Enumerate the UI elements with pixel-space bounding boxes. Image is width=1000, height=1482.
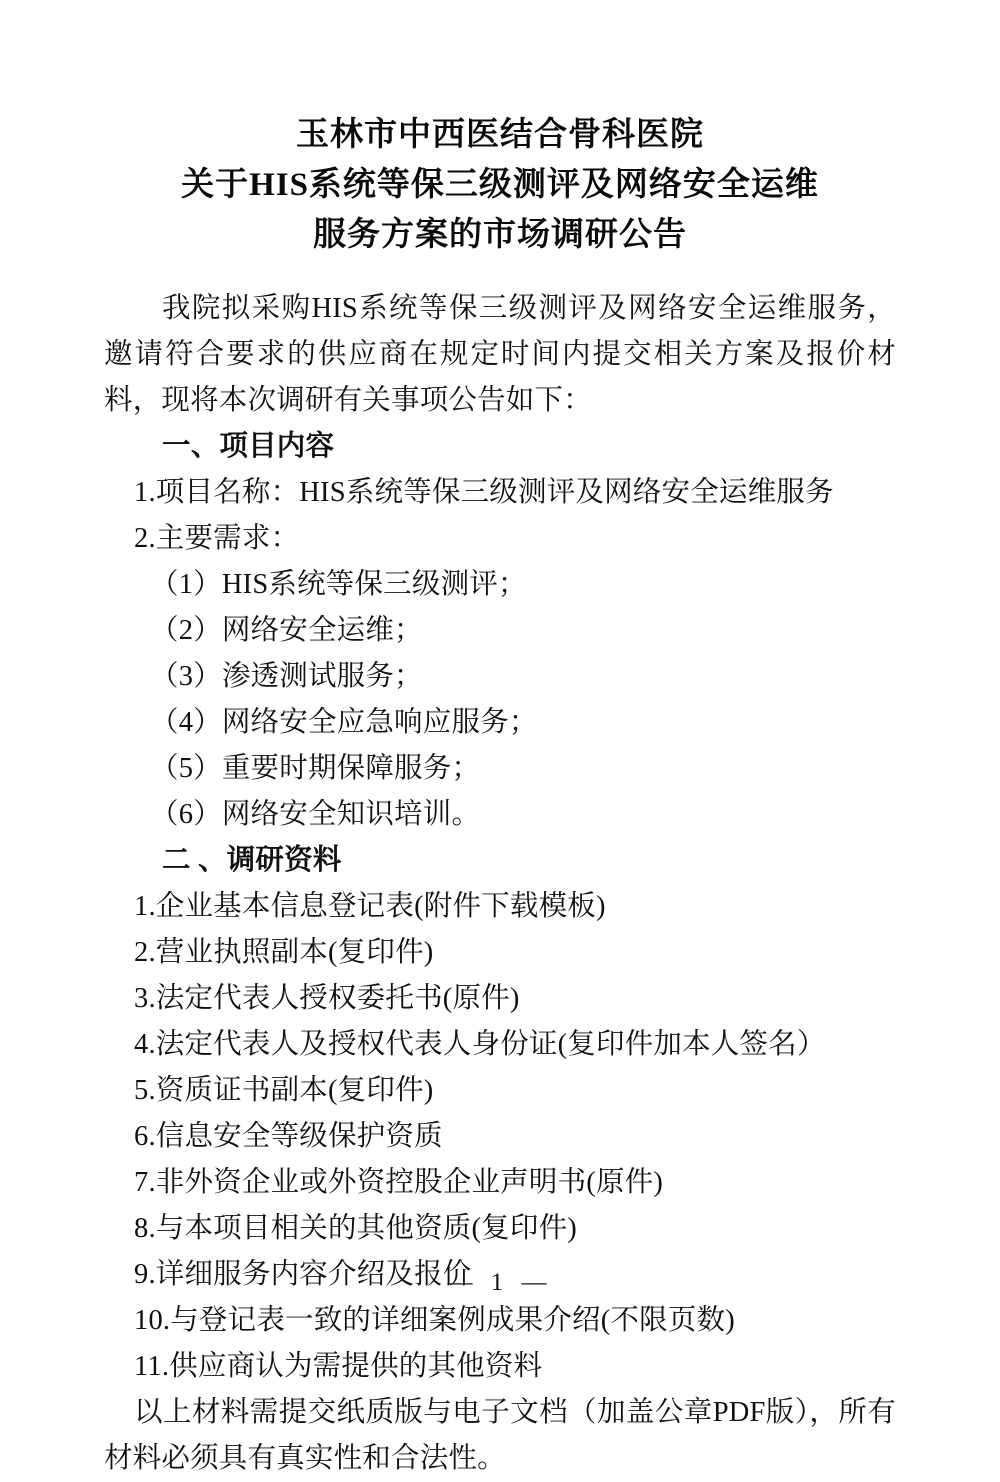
requirement-item-5: （5）重要时期保障服务； (150, 753, 481, 784)
material-item-10: 10.与登记表一致的详细案例成果介绍(不限页数) (134, 1305, 735, 1336)
document-body (104, 286, 896, 1482)
main-requirements-item: 2.主要需求： (134, 523, 300, 554)
material-item-3: 3.法定代表人授权委托书(原件) (134, 983, 520, 1014)
requirement-item-1: （1）HIS系统等保三级测评； (150, 569, 527, 600)
document-title (104, 110, 896, 260)
title-line-2: 关于HIS系统等保三级测评及网络安全运维 (181, 167, 819, 203)
material-item-4: 4.法定代表人及授权代表人身份证(复印件加本人签名） (134, 1029, 826, 1060)
project-name-item: 1.项目名称：HIS系统等保三级测评及网络安全运维服务 (134, 477, 834, 508)
material-item-5: 5.资质证书副本(复印件) (134, 1075, 434, 1106)
requirement-item-4: （4）网络安全应急响应服务； (150, 707, 538, 738)
requirement-item-6: （6）网络安全知识培训。 (150, 799, 481, 830)
title-line-1: 玉林市中西医结合骨科医院 (296, 117, 704, 153)
material-item-6: 6.信息安全等级保护资质 (134, 1121, 443, 1152)
material-item-2: 2.营业执照副本(复印件) (134, 937, 434, 968)
page-footer (0, 1269, 1000, 1297)
closing-paragraph: 以上材料需提交纸质版与电子文档（加盖公章PDF版），所有材料必须具有真实性和合法性。 (104, 1397, 896, 1474)
title-line-3: 服务方案的市场调研公告 (313, 217, 687, 253)
page-number: — 1 — (447, 1269, 553, 1296)
material-item-7: 7.非外资企业或外资控股企业声明书(原件) (134, 1167, 664, 1198)
material-item-1: 1.企业基本信息登记表(附件下载模板) (134, 891, 606, 922)
material-item-11: 11.供应商认为需提供的其他资料 (134, 1351, 543, 1382)
material-item-8: 8.与本项目相关的其他资质(复印件) (134, 1213, 577, 1244)
section-two-heading: 二 、调研资料 (162, 845, 342, 876)
intro-paragraph: 我院拟采购HIS系统等保三级测评及网络安全运维服务，邀请符合要求的供应商在规定时间内提交相关方案及报价材料，现将本次调研有关事项公告如下： (104, 293, 896, 416)
requirement-item-3: （3）渗透测试服务； (150, 661, 423, 692)
material-item-9: 9.详细服务内容介绍及报价 (134, 1259, 472, 1290)
section-one-heading: 一、项目内容 (162, 431, 335, 462)
requirement-item-2: （2）网络安全运维； (150, 615, 423, 646)
